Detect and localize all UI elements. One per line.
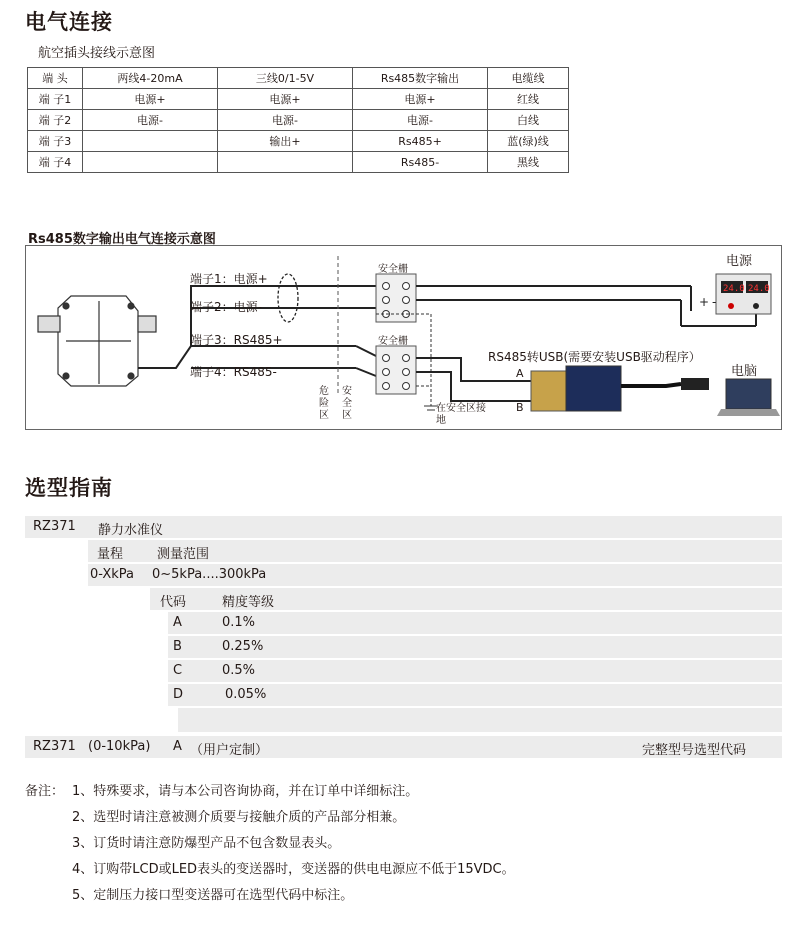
example-model: RZ371	[33, 739, 76, 754]
row-bg	[168, 612, 782, 634]
table-cell: 红线	[488, 89, 569, 110]
computer-icon	[717, 379, 780, 416]
psu-display-1: 24.0	[723, 284, 745, 294]
terminal-1-label: 端子1：电源+	[190, 272, 268, 286]
example-note: （用户定制）	[190, 743, 269, 758]
sensor-icon	[38, 296, 156, 386]
safety-barrier-1	[376, 274, 416, 322]
accuracy-value: 0.25%	[222, 639, 264, 654]
accuracy-value: 0.5%	[222, 663, 256, 678]
table-cell: 电源-	[218, 110, 353, 131]
header-cell: 端 头	[28, 68, 83, 89]
table-cell: 输出+	[218, 131, 353, 152]
range-desc: 0~5kPa....300kPa	[152, 567, 267, 582]
table-cell: 端 子1	[28, 89, 83, 110]
table-cell: 端 子2	[28, 110, 83, 131]
barrier-1-label: 安全栅	[378, 264, 408, 275]
accuracy-header: 精度等级	[222, 595, 275, 610]
example-label: 完整型号选型代码	[642, 743, 747, 758]
line-b-label: B	[516, 401, 524, 414]
note-item: 3、订货时请注意防爆型产品不包含数显表头。	[72, 836, 341, 851]
accuracy-code: D	[173, 687, 184, 702]
table-cell: 端 子4	[28, 152, 83, 173]
row-bg	[178, 708, 782, 732]
computer-label: 电脑	[731, 364, 758, 379]
header-cell: 三线0/1-5V	[218, 68, 353, 89]
safe-zone-label: 安全区	[342, 386, 352, 421]
range-desc-header: 测量范围	[157, 547, 210, 562]
table-row	[28, 152, 569, 173]
psu-minus: -	[712, 295, 717, 309]
wiring-subtitle: 航空插头接线示意图	[38, 46, 156, 61]
usb-converter-icon	[531, 366, 709, 411]
section-title-electrical: 电气连接	[25, 10, 113, 34]
section-title-selection: 选型指南	[25, 476, 113, 500]
header-cell: Rs485数字输出	[353, 68, 488, 89]
table-cell: 电源-	[353, 110, 488, 131]
psu-display-2: 24.0	[748, 284, 770, 294]
cable-lines	[138, 274, 376, 376]
table-row	[28, 110, 569, 131]
accuracy-code: C	[173, 663, 183, 678]
accuracy-value: 0.05%	[225, 687, 267, 702]
range-header: 量程	[97, 547, 124, 562]
note-item: 5、定制压力接口型变送器可在选型代码中标注。	[72, 888, 354, 903]
table-cell: Rs485+	[353, 131, 488, 152]
accuracy-code: B	[173, 639, 182, 654]
table-row	[28, 131, 569, 152]
psu-plus: +	[699, 295, 710, 309]
table-cell: 电源+	[218, 89, 353, 110]
note-item: 1、特殊要求，请与本公司咨询协商，并在订单中详细标注。	[72, 784, 419, 799]
table-cell	[218, 152, 353, 173]
power-supply-icon	[716, 274, 771, 314]
line-a-label: A	[516, 367, 524, 380]
table-cell: 电源-	[83, 110, 218, 131]
wiring-table	[27, 67, 569, 173]
notes-prefix: 备注：	[25, 784, 65, 799]
table-cell: 端 子3	[28, 131, 83, 152]
table-cell: 电源+	[83, 89, 218, 110]
range-code: 0-XkPa	[90, 567, 134, 582]
ground-label: 在安全区接地	[436, 403, 486, 426]
diagram-title: Rs485数字输出电气连接示意图	[28, 232, 216, 247]
example-range: (0-10kPa)	[88, 739, 151, 754]
table-row	[28, 89, 569, 110]
accuracy-code: A	[173, 615, 182, 630]
note-item: 4、订购带LCD或LED表头的变送器时，变送器的供电电源应不低于15VDC。	[72, 862, 515, 877]
header-cell: 两线4-20mA	[83, 68, 218, 89]
power-supply-label: 电源	[726, 254, 753, 269]
note-item: 2、选型时请注意被测介质要与接触介质的产品部分相兼。	[72, 810, 406, 825]
table-cell: 电源+	[353, 89, 488, 110]
danger-zone-label: 危险区	[319, 386, 329, 421]
table-cell: 黑线	[488, 152, 569, 173]
header-cell: 电缆线	[488, 68, 569, 89]
model-desc: 静力水准仪	[98, 523, 164, 538]
wiring-diagram	[25, 245, 782, 430]
model-code: RZ371	[33, 519, 76, 534]
code-header: 代码	[160, 595, 187, 610]
terminal-4-label: 端子4：RS485-	[190, 365, 277, 379]
safety-barrier-2	[376, 346, 416, 394]
table-header-row	[28, 68, 569, 89]
row-bg	[168, 660, 782, 682]
table-cell: 白线	[488, 110, 569, 131]
example-accuracy: A	[173, 739, 182, 754]
table-cell	[83, 131, 218, 152]
barrier-2-label: 安全栅	[378, 336, 408, 347]
accuracy-value: 0.1%	[222, 615, 256, 630]
table-cell: 蓝(绿)线	[488, 131, 569, 152]
table-cell: Rs485-	[353, 152, 488, 173]
converter-label: RS485转USB(需要安装USB驱动程序）	[488, 350, 701, 364]
terminal-3-label: 端子3：RS485+	[190, 333, 283, 347]
table-cell	[83, 152, 218, 173]
terminal-2-label: 端子2：电源-	[190, 300, 262, 314]
